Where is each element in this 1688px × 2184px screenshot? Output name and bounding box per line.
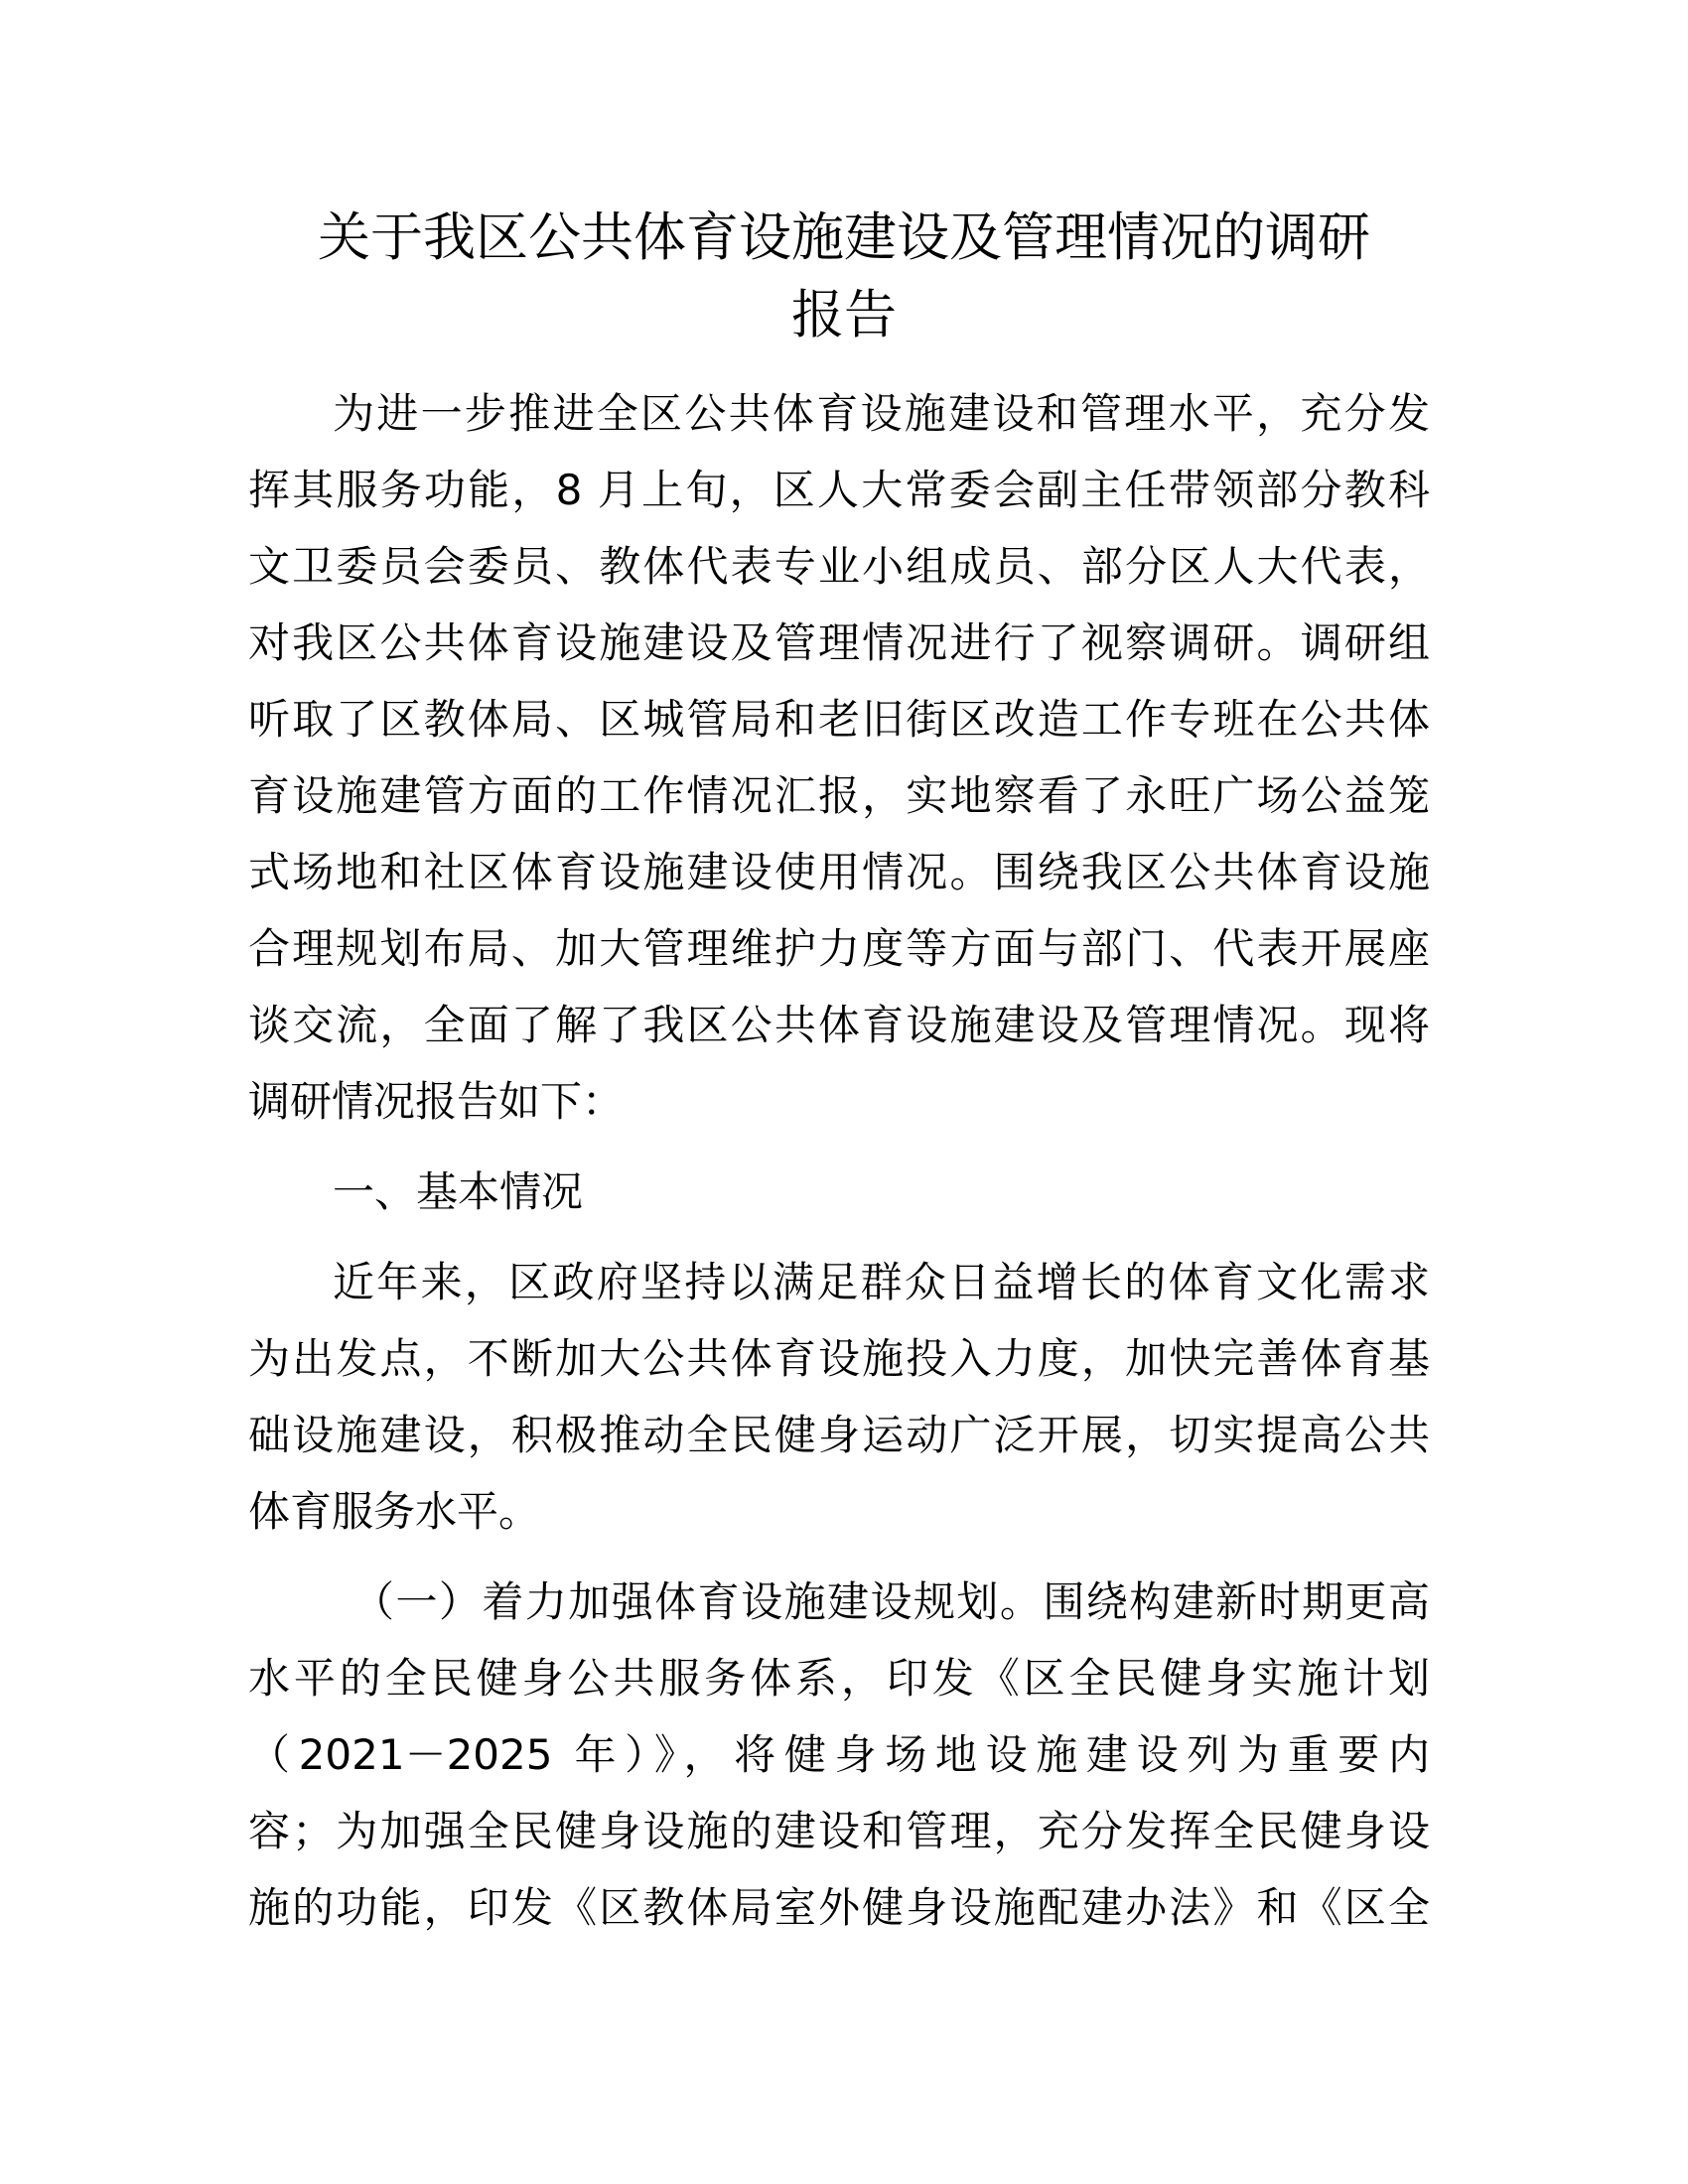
- paragraph-line: 育设施建管方面的工作情况汇报，实地察看了永旺广场公益笼: [248, 771, 1430, 820]
- document-title-line-1: 关于我区公共体育设施建设及管理情况的调研: [318, 207, 1370, 268]
- paragraph-line: 容；为加强全民健身设施的建设和管理，充分发挥全民健身设: [248, 1807, 1430, 1855]
- paragraph-line: 合理规划布局、加大管理维护力度等方面与部门、代表开展座: [248, 924, 1430, 973]
- paragraph-line: 水平的全民健身公共服务体系，印发《区全民健身实施计划: [248, 1654, 1430, 1703]
- paragraph-line: 为进一步推进全区公共体育设施建设和管理水平，充分发: [333, 389, 1430, 438]
- paragraph-line: 施的功能，印发《区教体局室外健身设施配建办法》和《区全: [248, 1883, 1430, 1932]
- paragraph-line: （2021－2025 年）》，将健身场地设施建设列为重要内: [248, 1730, 1430, 1779]
- paragraph-line: 听取了区教体局、区城管局和老旧街区改造工作专班在公共体: [248, 695, 1430, 744]
- paragraph-line: 础设施建设，积极推动全民健身运动广泛开展，切实提高公共: [248, 1411, 1430, 1459]
- document-title-line-2: 报告: [791, 285, 897, 345]
- paragraph-line: 谈交流，全面了解了我区公共体育设施建设及管理情况。现将: [248, 1001, 1430, 1049]
- paragraph-line: 文卫委员会委员、教体代表专业小组成员、部分区人大代表，: [248, 542, 1430, 591]
- paragraph-line: 为出发点，不断加大公共体育设施投入力度，加快完善体育基: [248, 1334, 1430, 1383]
- paragraph-line: （一）着力加强体育设施建设规划。围绕构建新时期更高: [352, 1577, 1430, 1626]
- paragraph-line: 式场地和社区体育设施建设使用情况。围绕我区公共体育设施: [248, 848, 1430, 896]
- paragraph-line: 调研情况报告如下：: [248, 1077, 625, 1126]
- paragraph-line: 近年来，区政府坚持以满足群众日益增长的体育文化需求: [333, 1258, 1430, 1306]
- paragraph-line: 对我区公共体育设施建设及管理情况进行了视察调研。调研组: [248, 618, 1430, 667]
- section-heading-basic-situation: 一、基本情况: [333, 1167, 584, 1216]
- paragraph-line: 挥其服务功能，8 月上旬，区人大常委会副主任带领部分教科: [248, 466, 1430, 514]
- paragraph-line: 体育服务水平。: [248, 1487, 541, 1536]
